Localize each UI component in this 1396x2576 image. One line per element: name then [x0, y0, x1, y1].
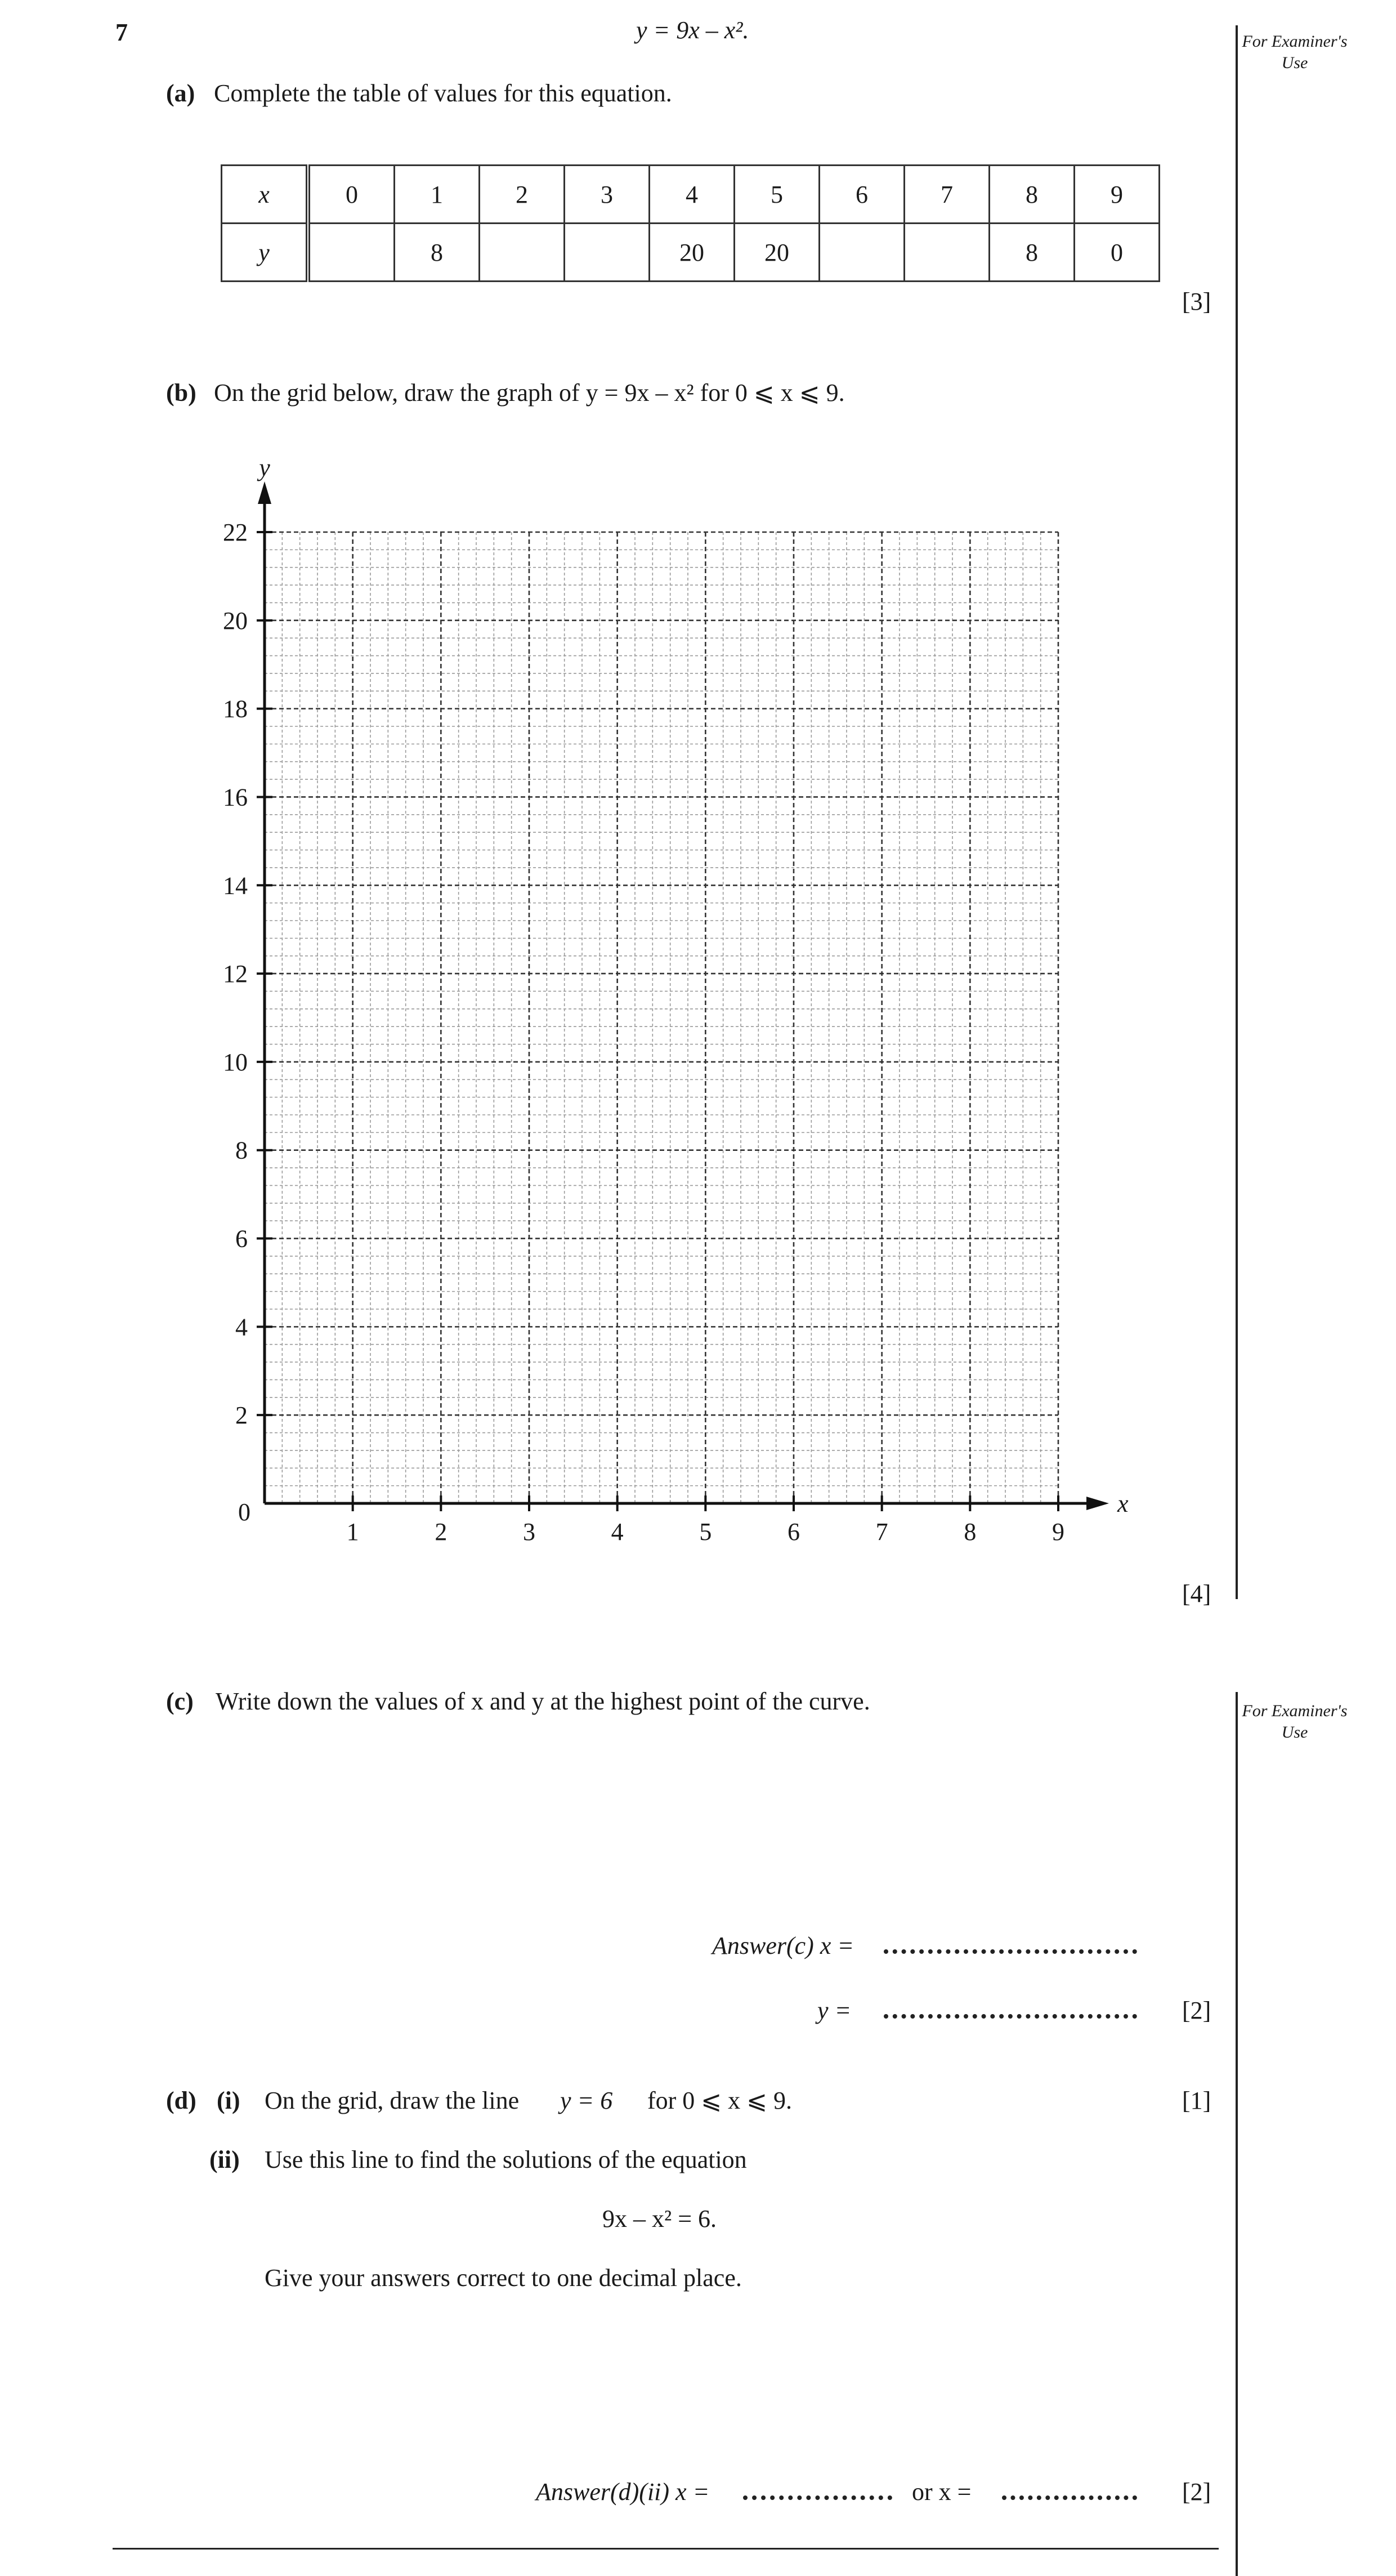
y-tick-label: 14: [223, 872, 248, 900]
x-tick-label: 5: [699, 1518, 712, 1546]
x-axis-arrow: [1086, 1497, 1109, 1510]
table-x-cell: 4: [650, 166, 735, 224]
table-x-cell: 2: [480, 166, 565, 224]
y-tick-label: 12: [223, 960, 248, 988]
part-d-i-label: (i): [217, 2087, 240, 2114]
table-x-cell: 8: [990, 166, 1075, 224]
part-b-marks: [4]: [1182, 1580, 1211, 1608]
table-y-cell[interactable]: [480, 224, 565, 282]
x-tick-label: 7: [875, 1518, 888, 1546]
answer-c-y-label: y =: [817, 1997, 852, 2024]
table-y-cell[interactable]: [565, 224, 650, 282]
y-tick-label: 6: [235, 1225, 248, 1253]
graph-grid[interactable]: [0, 462, 1396, 1588]
examiner-use-label: For Examiner's Use: [1242, 32, 1348, 72]
y-tick-label: 2: [235, 1401, 248, 1430]
table-y-cell[interactable]: [308, 224, 395, 282]
x-tick-label: 1: [346, 1518, 359, 1546]
examiner-margin-line-2: [1236, 1692, 1238, 2576]
x-axis-label: x: [1117, 1490, 1129, 1517]
part-d-ii-instruction: Give your answers correct to one decimal place.: [265, 2264, 742, 2292]
part-d-i-range: for 0 ⩽ x ⩽ 9.: [647, 2087, 793, 2114]
x-tick-label: 3: [523, 1518, 535, 1546]
y-tick-label: 10: [223, 1048, 248, 1076]
answer-c-x-label: Answer(c) x =: [712, 1932, 854, 1959]
table-y-cell: 20: [735, 224, 820, 282]
y-tick-label: 4: [235, 1313, 248, 1341]
page-bottom-rule: [113, 2548, 1219, 2550]
part-d-i-text: On the grid, draw the line: [265, 2087, 520, 2114]
y-axis-arrow: [258, 481, 271, 504]
table-row-x: [222, 166, 1160, 224]
y-tick-label: 18: [223, 695, 248, 723]
table-y-header: y: [222, 224, 308, 282]
table-x-cell: 1: [395, 166, 480, 224]
part-c-marks: [2]: [1182, 1997, 1211, 2024]
y-tick-label: 20: [223, 606, 248, 635]
part-b-label: (b): [166, 379, 196, 407]
table-x-header: x: [222, 166, 308, 224]
x-tick-label: 8: [964, 1518, 977, 1546]
table-y-cell[interactable]: [905, 224, 990, 282]
answer-c-x-field[interactable]: [884, 1949, 1137, 1954]
part-a-text: Complete the table of values for this equation.: [214, 79, 672, 107]
table-x-cell: 7: [905, 166, 990, 224]
part-a-label: (a): [166, 79, 195, 107]
answer-c-y-field[interactable]: [884, 2014, 1137, 2019]
table-x-cell: 5: [735, 166, 820, 224]
table-x-cell: 9: [1075, 166, 1160, 224]
table-row-y: [222, 224, 1160, 282]
part-d-i-line: y = 6: [560, 2087, 613, 2114]
part-d-i-marks: [1]: [1182, 2087, 1211, 2114]
part-a-marks: [3]: [1182, 288, 1211, 315]
part-b-text: On the grid below, draw the graph of y = 9x – x² for 0 ⩽ x ⩽ 9.: [214, 379, 845, 407]
table-y-cell: 20: [650, 224, 735, 282]
table-y-cell: 8: [990, 224, 1075, 282]
part-d-ii-text: Use this line to find the solutions of the equation: [265, 2146, 747, 2173]
part-d-label: (d): [166, 2087, 196, 2114]
y-tick-label: 22: [223, 519, 248, 546]
question-number: 7: [115, 19, 128, 46]
x-tick-label: 2: [435, 1518, 448, 1546]
answer-d-label: Answer(d)(ii) x =: [536, 2478, 710, 2506]
part-d-marks: [2]: [1182, 2478, 1211, 2506]
table-x-cell: 6: [820, 166, 905, 224]
x-tick-label: 9: [1052, 1518, 1064, 1546]
table-of-values: [221, 164, 1160, 282]
table-y-cell: 0: [1075, 224, 1160, 282]
part-c-text: Write down the values of x and y at the highest point of the curve.: [216, 1687, 870, 1715]
table-y-cell: 8: [395, 224, 480, 282]
origin-label: 0: [238, 1498, 250, 1526]
examiner-use-label-2: For Examiner's Use: [1242, 1702, 1348, 1742]
question-equation: y = 9x – x².: [636, 16, 749, 44]
answer-d-x2-field[interactable]: [1002, 2495, 1137, 2500]
y-tick-label: 16: [223, 783, 248, 811]
answer-d-x1-field[interactable]: [743, 2495, 892, 2500]
answer-d-or: or x =: [912, 2478, 972, 2506]
x-tick-label: 4: [611, 1518, 624, 1546]
part-d-ii-equation: 9x – x² = 6.: [602, 2205, 717, 2233]
y-tick-label: 8: [235, 1136, 248, 1164]
x-tick-label: 6: [788, 1518, 800, 1546]
table-y-cell[interactable]: [820, 224, 905, 282]
part-c-label: (c): [166, 1687, 194, 1715]
y-axis-label: y: [259, 462, 270, 481]
part-d-ii-label: (ii): [209, 2146, 240, 2173]
table-x-cell: 0: [308, 166, 395, 224]
table-x-cell: 3: [565, 166, 650, 224]
